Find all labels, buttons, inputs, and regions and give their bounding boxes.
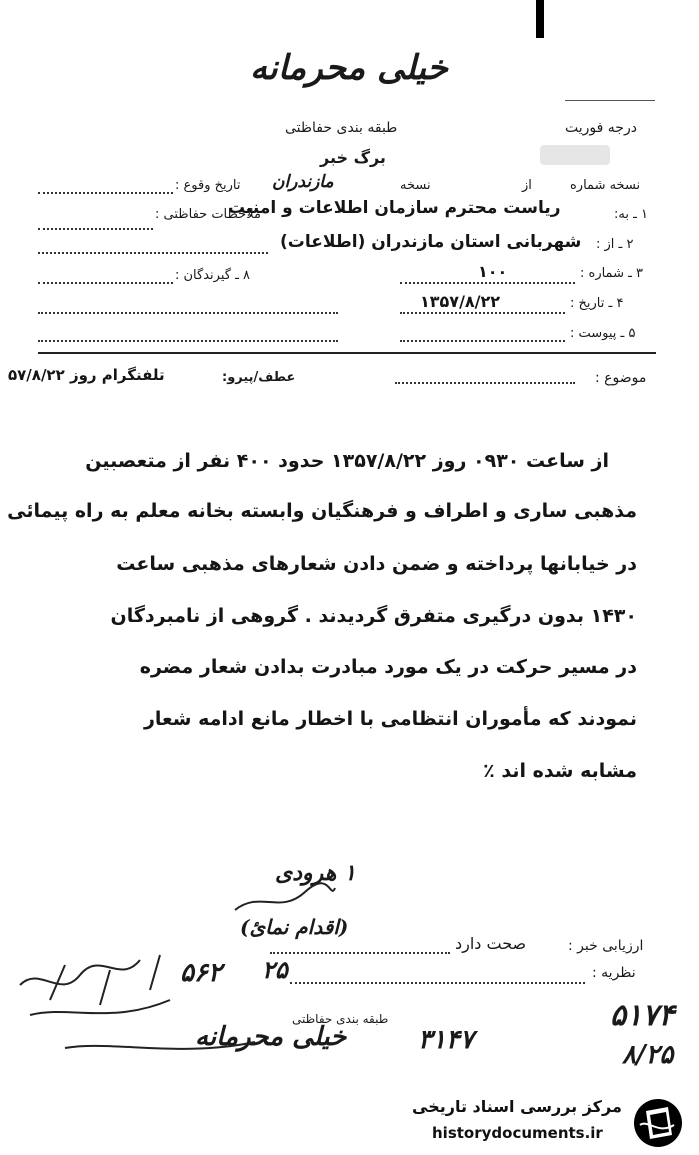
evaluation-dots [270, 952, 450, 954]
body-line-4: ۱۴۳۰ بدون درگیری متفرق گردیدند . گروهی از نامبردگان [110, 605, 637, 627]
line4-label: ۴ ـ تاریخ : [570, 296, 624, 311]
reference-label: عطف/پیرو: [222, 370, 296, 385]
opinion-dots [290, 982, 585, 984]
line3-value: ۱۰۰ [478, 262, 508, 281]
body-line-3: در خیابانها پرداخته و ضمن دادن شعارهای مذهبی ساعت [116, 553, 637, 575]
priority-label: درجه فوریت [565, 120, 637, 136]
hand-number-mid: ۲۵ [262, 955, 288, 984]
top-classification-stamp: خیلی محرمانه [250, 48, 448, 88]
hand-number-left: ۵۶۲ [180, 958, 222, 988]
event-date-label: تاریخ وقوع : [175, 178, 241, 193]
copy-from-label: از [522, 178, 532, 193]
copy-number-label: نسخه شماره [570, 178, 641, 193]
copy-copies-label: نسخه [400, 178, 431, 193]
subject-label: موضوع : [595, 370, 647, 386]
evaluation-label: ارزیابی خبر : [568, 938, 644, 954]
hand-right-bottom: ۸/۲۵ [622, 1040, 674, 1070]
hand-number-right: ۳۱۴۷ [418, 1025, 474, 1055]
scan-edge-bar [536, 0, 544, 38]
bottom-classification-stamp: خیلی محرمانه [195, 1022, 347, 1052]
opinion-label: نظریه : [592, 965, 636, 981]
line5-dots-left [38, 340, 338, 342]
signature-scribble [230, 880, 340, 920]
line1-label: ۱ ـ به: [614, 207, 649, 222]
archive-org-name: مرکز بررسی اسناد تاریخی [412, 1097, 622, 1116]
form-title: برگ خبر [320, 148, 386, 167]
line2-dots [38, 252, 268, 254]
evaluation-value: صحت دارد [455, 934, 527, 953]
event-date-dots [38, 192, 173, 194]
classification-label: طبقه بندی حفاظتی [285, 120, 398, 136]
priority-line [565, 100, 655, 101]
bottom-classification-label: طبقه بندی حفاظتی [292, 1012, 389, 1026]
line4-dots [400, 312, 565, 314]
line1-value: ریاست محترم سازمان اطلاعات و امنیت [228, 198, 561, 218]
subject-dots [395, 382, 575, 384]
body-line-2: مذهبی ساری و اطراف و فرهنگیان وابسته بخانه معلم به راه پیمائی [7, 500, 637, 522]
reference-value: تلفنگرام روز ۵۷/۸/۲۲ [8, 366, 165, 384]
line3-dots [400, 282, 575, 284]
signature-2: (اقدام نمائ) [240, 915, 349, 939]
line4-value: ۱۳۵۷/۸/۲۲ [420, 292, 501, 311]
line2-label: ۲ ـ از : [596, 237, 634, 252]
recipients-label: ۸ ـ گیرندگان : [175, 268, 250, 283]
header-separator [38, 352, 656, 354]
scan-smudge [540, 145, 610, 165]
archive-logo-icon [628, 1095, 688, 1150]
bottom-stamp-strike [60, 1030, 260, 1060]
line5-label: ۵ ـ پیوست : [570, 326, 636, 341]
line2-value: شهربانی استان مازندران (اطلاعات) [280, 232, 582, 252]
handwritten-region: مازندران [272, 172, 334, 192]
line3-label: ۳ ـ شماره : [580, 266, 644, 281]
signature-1: ۱ هرودی [275, 860, 356, 886]
line5-dots [400, 340, 565, 342]
hand-right-top: ۵۱۷۴ [610, 998, 675, 1033]
archive-url: historydocuments.ir [432, 1124, 603, 1142]
body-line-1: از ساعت ۰۹۳۰ روز ۱۳۵۷/۸/۲۲ حدود ۴۰۰ نفر از متعصبین [85, 450, 609, 472]
body-line-7: مشابه شده اند ٪ [483, 760, 637, 782]
recipients-dots-1 [38, 282, 173, 284]
recipients-dots-2 [38, 312, 338, 314]
security-notes-dots [38, 228, 153, 230]
security-notes-label: ملاحظات حفاظتی : [155, 207, 261, 222]
body-line-5: در مسیر حرکت در یک مورد مبادرت بدادن شعار مضره [139, 656, 637, 678]
body-line-6: نمودند که مأموران انتظامی با اخطار مانع ادامه شعار [143, 708, 637, 730]
